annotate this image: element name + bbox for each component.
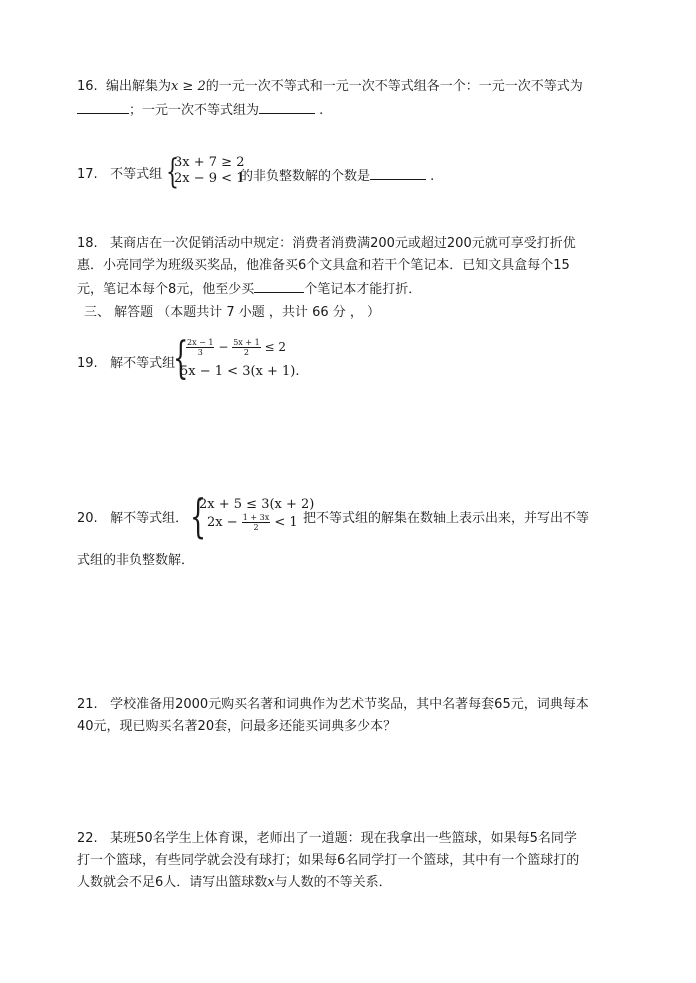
question-21-line1 — [77, 697, 589, 713]
system-brace: { — [166, 152, 179, 192]
question-text: 某班50名学生上体育课，老师出了一道题：现在我拿出一些篮球，如果每5名同学 — [110, 831, 577, 846]
math-variable: x — [267, 875, 275, 890]
system-line-1 — [186, 338, 286, 357]
question-20-number — [77, 511, 188, 527]
math-expression: x ≥ 2 — [170, 79, 206, 94]
question-18-line2 — [77, 258, 570, 274]
question-17-rest — [240, 167, 434, 185]
question-18-line3 — [77, 280, 421, 298]
question-text: 某商店在一次促销活动中规定：消费者消费满200元或超过200元就可享受打折优 — [110, 236, 576, 251]
question-16-line1 — [77, 79, 583, 95]
period: . — [295, 364, 300, 379]
question-text: 的一元一次不等式和一元一次不等式组各一个：一元一次不等式为 — [205, 79, 583, 94]
question-19-number — [77, 356, 175, 372]
fraction-numerator: 5x + 1 — [233, 338, 260, 347]
question-number: 21. — [77, 697, 98, 712]
question-text: 的非负整数解的个数是 — [240, 169, 371, 184]
question-text: 个笔记本才能打折． — [304, 282, 422, 297]
system-line-2-lhs: 2x − — [207, 515, 238, 530]
fraction-denominator: 2 — [243, 348, 249, 357]
question-text: ；一元一次不等式组为 — [129, 103, 260, 118]
period: . — [430, 169, 435, 184]
question-22-line1 — [77, 831, 577, 847]
system-brace: { — [190, 489, 207, 543]
system-line-2-rhs: < 1 — [274, 515, 298, 530]
question-text: 不等式组 — [110, 167, 163, 182]
question-17-number — [77, 167, 162, 183]
question-16-line2 — [77, 101, 323, 119]
system-line-2-text: 5x − 1 < 3(x + 1) — [180, 364, 296, 379]
question-21-line2: 40元，现已购买名著20套，问最多还能买词典多少本？ — [77, 719, 397, 734]
inequality-rhs: ≤ 2 — [264, 340, 287, 354]
answer-blank[interactable] — [254, 280, 304, 293]
question-number: 19. — [77, 356, 98, 371]
question-text: 惠．小亮同学为班级买奖品，他准备买6个文具盒和若干个笔记本．已知文具盒每个15 — [77, 258, 570, 273]
answer-blank[interactable] — [370, 167, 426, 180]
system-line-2: 2x − 9 < 1 — [174, 171, 245, 186]
fraction-numerator: 2x − 1 — [187, 338, 214, 347]
question-number: 17. — [77, 167, 98, 182]
fraction-denominator: 3 — [197, 348, 203, 357]
question-22-line3 — [77, 875, 392, 891]
question-20-rest: 把不等式组的解集在数轴上表示出来，并写出不等 — [303, 511, 590, 526]
fraction-numerator: 1 + 3x — [242, 513, 270, 522]
system-line-2 — [180, 364, 300, 379]
question-text: 与人数的不等关系． — [274, 875, 392, 890]
question-22-line2: 打一个篮球，有些同学就会没有球打；如果每6名同学打一个篮球，其中有一个篮球打的 — [77, 853, 580, 868]
fraction — [186, 338, 214, 357]
question-text: 解不等式组 — [110, 356, 176, 371]
question-text: 解不等式组． — [110, 511, 189, 526]
question-text: 编出解集为 — [105, 79, 171, 94]
fraction — [232, 338, 260, 357]
question-text: 元，笔记本每个8元，他至少买 — [77, 282, 255, 297]
question-text: 人数就会不足6人．请写出篮球数 — [77, 875, 268, 890]
question-number: 18. — [77, 236, 98, 251]
fraction-denominator: 2 — [253, 523, 259, 532]
section-heading: 三、 解答题 （本题共计 7 小题 ，共计 66 分 ， ） — [84, 305, 381, 320]
fraction — [242, 513, 270, 532]
operator: − — [218, 340, 229, 354]
question-18-line1 — [77, 236, 576, 252]
answer-blank[interactable] — [77, 101, 129, 114]
system-line-2 — [207, 513, 298, 532]
system-brace: { — [173, 333, 189, 384]
question-number: 20. — [77, 511, 98, 526]
system-line-1: 2x + 5 ≤ 3(x + 2) — [199, 497, 315, 512]
period: . — [319, 103, 324, 118]
question-text: 学校准备用2000元购买名著和词典作为艺术节奖品，其中名著每套65元，词典每本 — [110, 697, 589, 712]
answer-blank[interactable] — [259, 101, 315, 114]
question-number: 16. — [77, 79, 98, 94]
question-number: 22. — [77, 831, 98, 846]
question-20-line2: 式组的非负整数解． — [77, 553, 195, 568]
system-line-1: 3x + 7 ≥ 2 — [174, 155, 245, 170]
